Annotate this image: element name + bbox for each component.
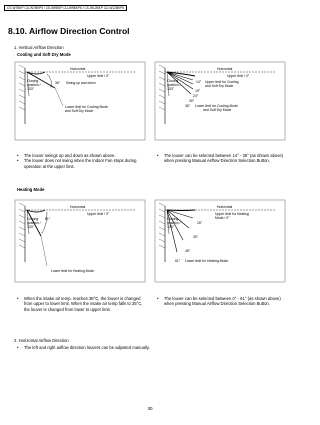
list-item: • The louver can be selected between 14° - 36° (as shown above) when pressing Manual Airflow Direction Selection Button.: [157, 153, 287, 164]
cool-man-closing2: position /: [167, 83, 181, 87]
cool-auto-angle: 36°: [55, 81, 61, 85]
horizontal-airflow-heading: 2. Horizontal Airflow Direction: [14, 338, 69, 343]
heating-auto-diagram: [15, 200, 145, 282]
cooling-manual-diagram: [155, 62, 285, 140]
cooling-softdry-heading: Cooling and Soft Dry Mode: [17, 52, 71, 57]
cool-man-upper-cool1: Upper limit for Cooling: [205, 80, 239, 84]
list-item: • When the intake air temp. reaches 38°C, the louver is changed from upper to lower limit. When the intake air temp falls to 35°C, the louver is changed from lower to upper limit.: [17, 296, 147, 312]
list-item: • The louver can be selected between 0° - 61° (as shown above) when pressing Manual Airflow Direction Selection Button.: [157, 296, 287, 307]
heat-man-a30: 30°: [193, 235, 199, 239]
cool-man-upper-cool2: and Soft Dry Mode: [205, 84, 234, 88]
cool-auto-closing2: position /: [27, 83, 41, 87]
heating-manual-diagram: [155, 200, 285, 282]
cool-auto-lower2: and Soft Dry Mode: [65, 109, 94, 113]
cool-man-a19: 19°: [195, 89, 201, 93]
cool-man-a30: 30°: [189, 99, 195, 103]
section-title: 8.10. Airflow Direction Control: [8, 26, 130, 36]
heat-man-closing1: Closing: [167, 217, 179, 221]
list-item: • The louver swings up and down as shown above.: [17, 153, 147, 158]
list-item: • The left and right airflow direction louvers can be adjusted manually.: [17, 345, 287, 350]
cool-man-horizontal: Horizontal: [217, 67, 233, 71]
cool-auto-upper: Upper limit / 0°: [87, 74, 110, 78]
heat-man-upper1: Upper limit for Heating: [215, 212, 249, 216]
vertical-airflow-heading: 1. Vertical Airflow Direction: [14, 45, 64, 50]
heating-heading: Heating Mode: [17, 187, 45, 192]
list-item: • The louver does not swing when the Indoor Fan stops during operation at the upper limit.: [17, 158, 147, 169]
cool-man-a36: 36°: [185, 104, 191, 108]
heat-auto-lower: Lower limit for Heating Mode: [51, 269, 95, 273]
heat-auto-closing2: position /: [27, 221, 41, 225]
cool-man-lower1: Lower limit for Cooling Mode: [195, 104, 238, 108]
heat-man-a45: 45°: [185, 249, 191, 253]
cool-auto-swing: Swing up and down: [66, 81, 96, 85]
cooling-left-bullets: [17, 153, 147, 169]
cool-man-a14: 14°: [196, 80, 202, 84]
heat-man-lower: Lower limit for Heating Mode: [185, 259, 229, 263]
heat-man-a61: 61°: [175, 259, 181, 263]
cool-man-closing1: Closing: [167, 79, 179, 83]
cool-auto-lower1: Lower limit for Cooling Mode: [65, 105, 108, 109]
heat-auto-closing3: 133°: [27, 225, 35, 229]
cool-auto-closing1: Closing: [27, 79, 39, 83]
cooling-auto-swing-diagram: [15, 62, 145, 140]
cool-auto-closing3: 133°: [27, 87, 35, 91]
heat-man-a15: 15°: [197, 221, 203, 225]
horizontal-bullets: [17, 345, 287, 350]
cool-man-lower2: and Soft Dry Mode: [203, 108, 232, 112]
heat-auto-horizontal: Horizontal: [70, 205, 86, 209]
model-header-box: CS-W7BKP CU-W7BKP5 / CS-W9BKP CU-W9BKP5 / CS-W12BKP CU-W12BKP5: [4, 5, 127, 11]
cool-man-closing3: 133°: [167, 87, 175, 91]
cool-man-a24: 24°: [193, 94, 199, 98]
cool-auto-horizontal: Horizontal: [70, 67, 86, 71]
heat-auto-closing1: Closing: [27, 217, 39, 221]
heat-man-horizontal: Horizontal: [217, 205, 233, 209]
heat-man-closing3: 133°: [167, 225, 175, 229]
heating-right-bullets: [157, 296, 287, 307]
heat-auto-upper: Upper limit / 0°: [87, 212, 110, 216]
cool-man-upper: Upper limit / 0°: [227, 74, 250, 78]
heat-man-closing2: position /: [167, 221, 181, 225]
heat-man-upper2: Mode / 0°: [215, 216, 230, 220]
heating-left-bullets: [17, 296, 147, 312]
page-number: 30: [147, 406, 153, 411]
cooling-right-bullets: [157, 153, 287, 164]
heat-auto-angle: 61°: [45, 217, 51, 221]
